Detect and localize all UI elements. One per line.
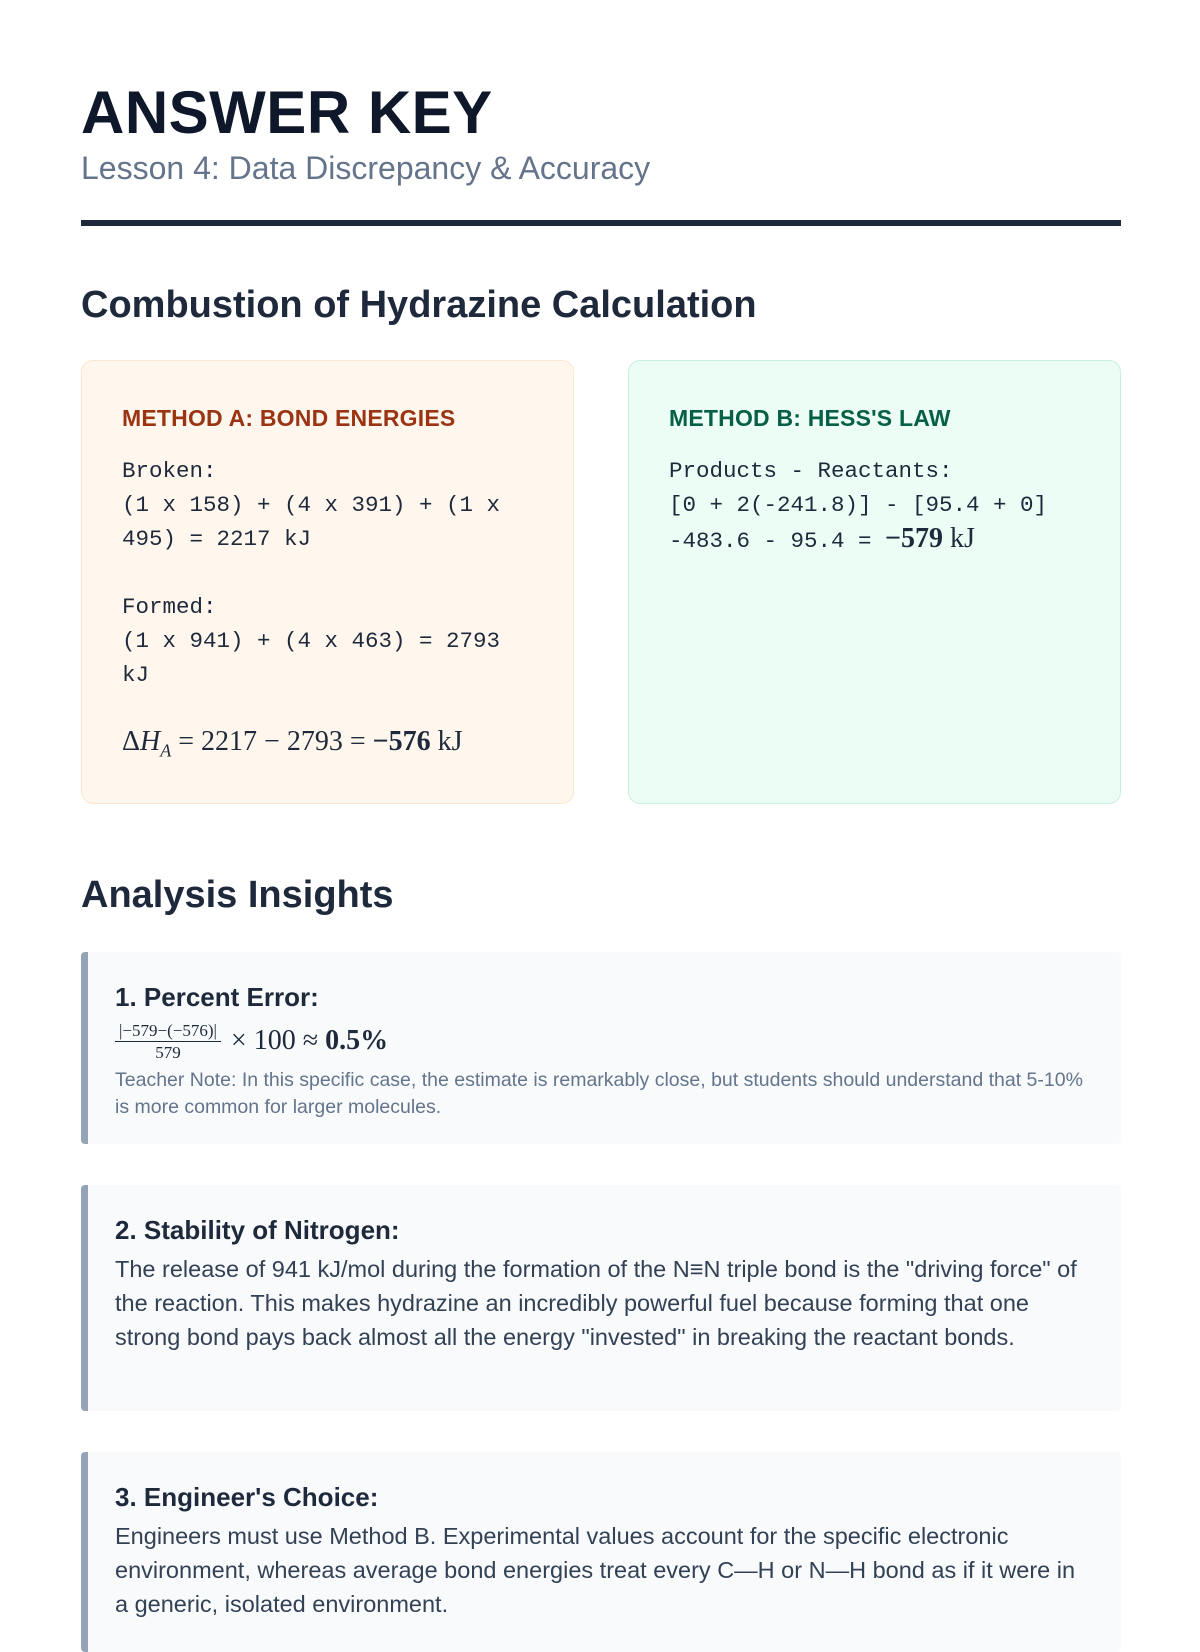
percent-error-result: 0.5% bbox=[325, 1025, 389, 1056]
formed-line-2: kJ bbox=[122, 662, 150, 688]
method-b-work bbox=[669, 454, 1080, 558]
method-b-unit: kJ bbox=[943, 523, 975, 554]
fraction-numerator: |−579−(−576)| bbox=[115, 1021, 221, 1042]
delta-symbol: Δ bbox=[122, 726, 141, 757]
method-a-value: −576 bbox=[372, 726, 431, 757]
fraction bbox=[115, 1021, 221, 1062]
method-b-line-2: [0 + 2(-241.8)] - [95.4 + 0] bbox=[669, 492, 1048, 518]
method-a-unit: kJ bbox=[430, 726, 463, 757]
formed-label: Formed: bbox=[122, 594, 217, 620]
method-b-expression: -483.6 - 95.4 = bbox=[669, 528, 886, 554]
insight-title: 1. Percent Error: bbox=[115, 982, 319, 1012]
method-b-value: −579 bbox=[885, 523, 944, 554]
percent-error-formula bbox=[115, 1019, 1093, 1063]
broken-line-2: 495) = 2217 kJ bbox=[122, 526, 312, 552]
method-b-card bbox=[628, 360, 1121, 804]
insights-heading: Analysis Insights bbox=[81, 874, 394, 916]
enthalpy-subscript: A bbox=[160, 740, 172, 761]
formed-line-1: (1 x 941) + (4 x 463) = 2793 bbox=[122, 628, 501, 654]
page-subtitle: Lesson 4: Data Discrepancy & Accuracy bbox=[81, 150, 651, 186]
insight-body: Engineers must use Method B. Experimental values account for the specific electronic environment, whereas average bond energies treat every C—H or N—H bond as if it were in a generic, isolated environment. bbox=[115, 1523, 1076, 1617]
insight-percent-error bbox=[81, 952, 1121, 1144]
method-b-result bbox=[885, 523, 975, 554]
method-b-title: METHOD B: HESS'S LAW bbox=[669, 405, 951, 431]
insight-nitrogen-stability bbox=[81, 1185, 1121, 1411]
spacer bbox=[122, 556, 533, 590]
method-a-result bbox=[122, 726, 533, 762]
method-b-line-1: Products - Reactants: bbox=[669, 458, 953, 484]
broken-line-1: (1 x 158) + (4 x 391) + (1 x bbox=[122, 492, 501, 518]
insight-title: 3. Engineer's Choice: bbox=[115, 1482, 379, 1512]
broken-label: Broken: bbox=[122, 458, 217, 484]
method-a-title: METHOD A: BOND ENERGIES bbox=[122, 405, 456, 431]
insight-body: The release of 941 kJ/mol during the formation of the N≡N triple bond is the "driving force" of the reaction. This makes hydrazine an incredibly powerful fuel because forming that one strong bond pays back almost all the energy "invested" in breaking the reactant bonds. bbox=[115, 1256, 1077, 1350]
insight-title: 2. Stability of Nitrogen: bbox=[115, 1215, 400, 1245]
method-a-card bbox=[81, 360, 574, 804]
header-divider bbox=[81, 220, 1121, 226]
teacher-note: Teacher Note: In this specific case, the estimate is remarkably close, but students should understand that 5-10% is more common for larger molecules. bbox=[115, 1069, 1083, 1118]
method-b-line-3 bbox=[669, 522, 1080, 558]
page-title: ANSWER KEY bbox=[81, 79, 493, 146]
enthalpy-variable: H bbox=[140, 726, 161, 757]
fraction-denominator: 579 bbox=[155, 1042, 181, 1062]
calculation-heading: Combustion of Hydrazine Calculation bbox=[81, 284, 757, 326]
formula-rest: × 100 ≈ bbox=[230, 1025, 319, 1056]
method-a-broken bbox=[122, 454, 533, 692]
insight-engineers-choice bbox=[81, 1452, 1121, 1652]
result-expression: = 2217 − 2793 = bbox=[171, 726, 373, 757]
